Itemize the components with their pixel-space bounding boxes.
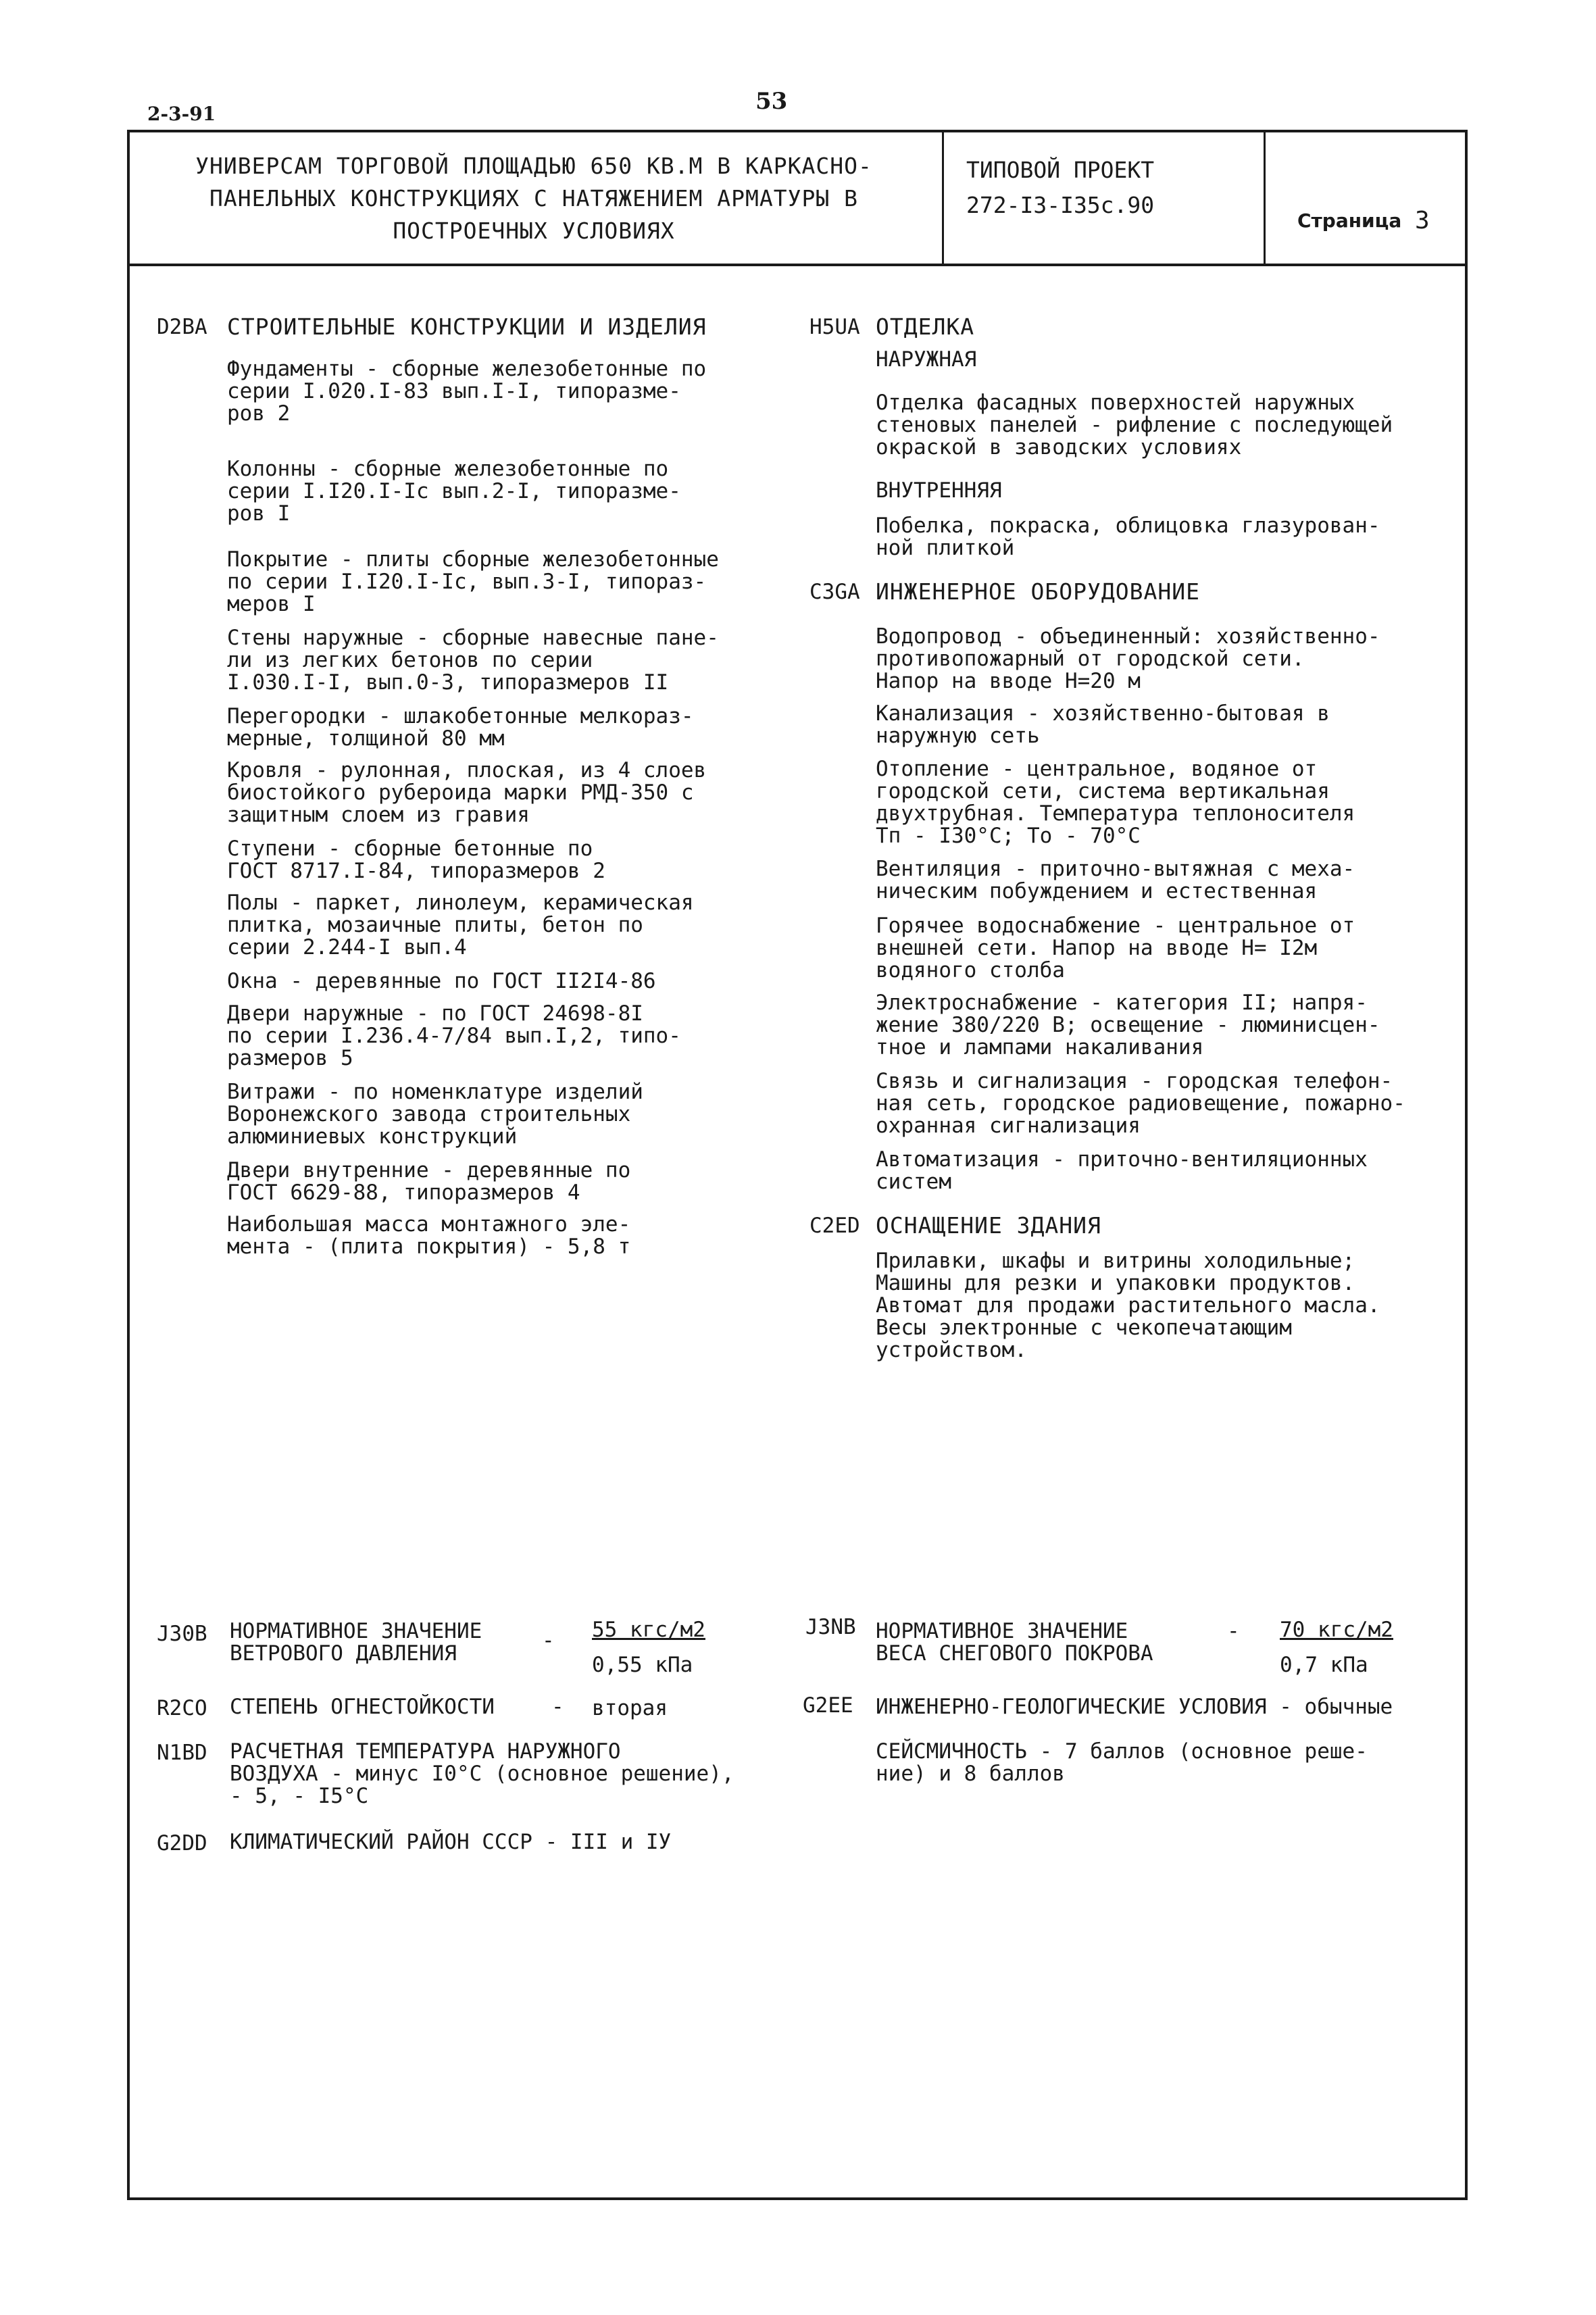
list-item: Ступени - сборные бетонные по ГОСТ 8717.I-84, типоразмеров 2 <box>227 837 605 883</box>
list-item: Двери наружные - по ГОСТ 24698-8I по серии I.236.4-7/84 вып.I,2, типо- размеров 5 <box>227 1001 681 1070</box>
geology-code: G2EE <box>803 1693 853 1718</box>
snow-dash: - <box>1227 1619 1240 1643</box>
snow-value-kgf: 70 кгс/м2 <box>1280 1618 1393 1642</box>
header-divider-1 <box>942 130 944 264</box>
finish-code: H5UA <box>809 315 860 339</box>
list-item: Наибольшая масса монтажного эле- мента - (плита покрытия) - 5,8 т <box>227 1212 631 1259</box>
project-label: ТИПОВОЙ ПРОЕКТ <box>966 157 1155 183</box>
list-item: Двери внутренние - деревянные по ГОСТ 6629-88, типоразмеров 4 <box>227 1158 631 1205</box>
list-item: Горячее водоснабжение - центральное от внешней сети. Напор на вводе Н= I2м водяного столба <box>876 914 1355 982</box>
header-divider-2 <box>1264 130 1266 264</box>
page-number: 3 <box>1415 207 1430 234</box>
snow-label: НОРМАТИВНОЕ ЗНАЧЕНИЕ ВЕСА СНЕГОВОГО ПОКРОВА <box>876 1619 1153 1666</box>
list-item: Водопровод - объединенный: хозяйственно- противопожарный от городской сети. Напор на вводе Н=20 м <box>876 624 1380 693</box>
section-title: СТРОИТЕЛЬНЫЕ КОНСТРУКЦИИ И ИЗДЕЛИЯ <box>227 314 707 340</box>
list-item: Кровля - рулонная, плоская, из 4 слоев биостойкого рубероида марки РМД-350 с защитным слоем из гравия <box>227 758 707 827</box>
snow-value-kpa: 0,7 кПа <box>1280 1653 1368 1677</box>
header-bottom-rule <box>127 264 1468 266</box>
list-item: Связь и сигнализация - городская телефон- ная сеть, городское радиовещение, пожарно- охранная сигнализация <box>876 1069 1405 1138</box>
fire-code: R2CO <box>157 1696 207 1720</box>
temperature-code: N1BD <box>157 1741 207 1765</box>
page-label: Страница <box>1297 209 1402 232</box>
finish-inner-label: ВНУТРЕННЯЯ <box>876 478 1002 503</box>
list-item: Окна - деревянные по ГОСТ II2I4-86 <box>227 969 656 993</box>
finish-inner-text: Побелка, покраска, облицовка глазурован- ной плиткой <box>876 514 1380 560</box>
geology-text: ИНЖЕНЕРНО-ГЕОЛОГИЧЕСКИЕ УСЛОВИЯ - обычные <box>876 1695 1393 1719</box>
equipment-code: C2ED <box>809 1214 860 1238</box>
section-code: D2BA <box>157 315 207 339</box>
list-item: Покрытие - плиты сборные железобетонные по серии I.I20.I-Iс, вып.3-I, типораз- меров I <box>227 547 719 616</box>
list-item: Полы - паркет, линолеум, керамическая плитка, мозаичные плиты, бетон по серии 2.244-I вып.4 <box>227 891 694 960</box>
list-item: Фундаменты - сборные железобетонные по серии I.020.I-83 вып.I-I, типоразме- ров 2 <box>227 357 707 426</box>
sheet-number: 53 <box>755 88 788 115</box>
climate-code: G2DD <box>157 1831 207 1856</box>
temperature-text: РАСЧЕТНАЯ ТЕМПЕРАТУРА НАРУЖНОГО ВОЗДУХА - минус I0°С (основное решение), - 5, - I5°С <box>230 1739 734 1808</box>
wind-dash: - <box>542 1628 555 1653</box>
fire-dash: - <box>551 1695 564 1719</box>
wind-value-kgf: 55 кгс/м2 <box>592 1618 705 1642</box>
list-item: Стены наружные - сборные навесные пане- ли из легких бетонов по серии I.030.I-I, вып.0-3, типоразмеров II <box>227 626 719 695</box>
project-number: 272-I3-I35с.90 <box>966 192 1155 218</box>
document-title: УНИВЕРСАМ ТОРГОВОЙ ПЛОЩАДЬЮ 650 КВ.М В КАРКАСНО- ПАНЕЛЬНЫХ КОНСТРУКЦИЯХ С НАТЯЖЕНИЕМ АРМАТУРЫ В ПОСТРОЕЧНЫХ УСЛОВИЯХ <box>195 153 872 244</box>
list-item: Вентиляция - приточно-вытяжная с меха- ническим побуждением и естественная <box>876 857 1355 903</box>
list-item: Колонны - сборные железобетонные по серии I.I20.I-Iс вып.2-I, типоразме- ров I <box>227 457 681 526</box>
finish-title: ОТДЕЛКА <box>876 314 975 340</box>
fire-label: СТЕПЕНЬ ОГНЕСТОЙКОСТИ <box>230 1695 495 1719</box>
equipment-text: Прилавки, шкафы и витрины холодильные; Машины для резки и упаковки продуктов. Автомат для продажи растительного масла. Весы электронные с чекопечатающим устройством. <box>876 1249 1380 1362</box>
list-item: Канализация - хозяйственно-бытовая в наружную сеть <box>876 701 1330 748</box>
list-item: Электроснабжение - категория II; напря- жение 380/220 В; освещение - люминисцен- тное и лампами накаливания <box>876 991 1380 1060</box>
snow-code: J3NB <box>805 1615 856 1639</box>
wind-label: НОРМАТИВНОЕ ЗНАЧЕНИЕ ВЕТРОВОГО ДАВЛЕНИЯ <box>230 1619 482 1666</box>
climate-text: КЛИМАТИЧЕСКИЙ РАЙОН СССР - III и IУ <box>230 1830 672 1854</box>
finish-outer-text: Отделка фасадных поверхностей наружных стеновых панелей - рифление с последующей окраской в заводских условиях <box>876 391 1393 459</box>
wind-code: J30B <box>157 1622 207 1646</box>
seismic-text: СЕЙСМИЧНОСТЬ - 7 баллов (основное реше- ние) и 8 баллов <box>876 1739 1368 1786</box>
fire-value: вторая <box>592 1696 668 1720</box>
finish-outer-label: НАРУЖНАЯ <box>876 347 977 372</box>
engineering-title: ИНЖЕНЕРНОЕ ОБОРУДОВАНИЕ <box>876 578 1200 605</box>
doc-date: 2-3-91 <box>147 103 216 125</box>
list-item: Отопление - центральное, водяное от городской сети, система вертикальная двухтрубная. Температура теплоносителя Тп - I30°С; То - 70°С <box>876 757 1355 848</box>
list-item: Автоматизация - приточно-вентиляционных систем <box>876 1147 1368 1194</box>
equipment-title: ОСНАЩЕНИЕ ЗДАНИЯ <box>876 1212 1101 1239</box>
wind-value-kpa: 0,55 кПа <box>592 1653 693 1677</box>
list-item: Витражи - по номенклатуре изделий Воронежского завода строительных алюминиевых конструкций <box>227 1080 643 1149</box>
engineering-code: C3GA <box>809 580 860 604</box>
list-item: Перегородки - шлакобетонные мелкораз- мерные, толщиной 80 мм <box>227 704 694 751</box>
